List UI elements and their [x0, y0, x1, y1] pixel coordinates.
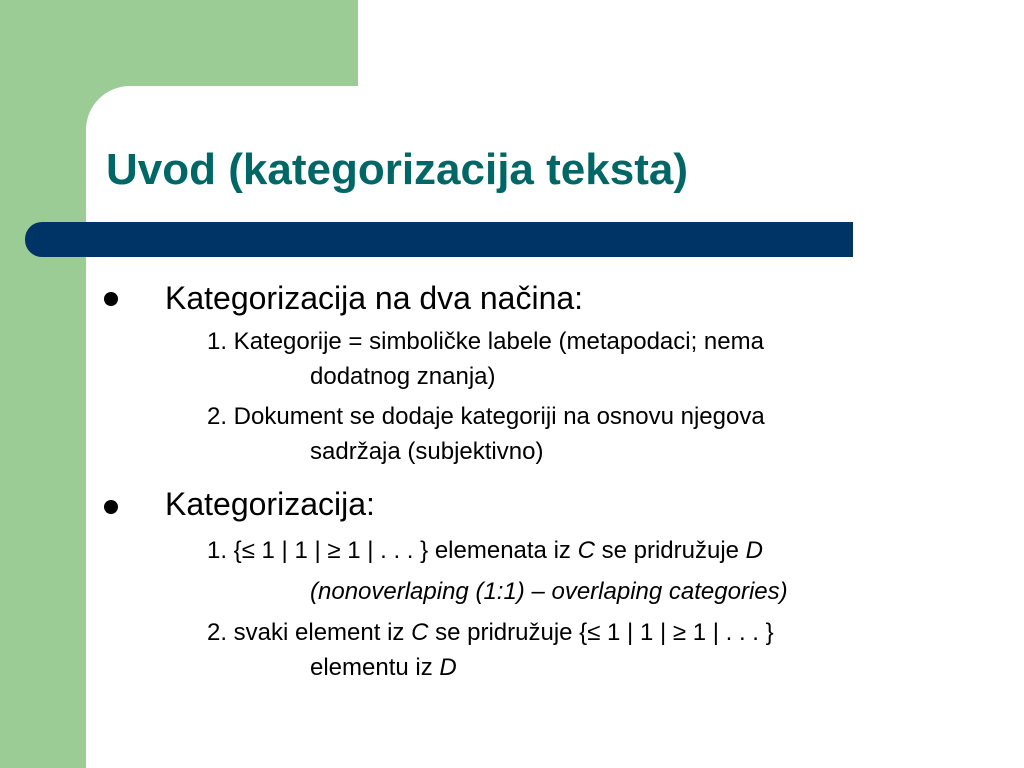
bullet-text: Kategorizacija:	[165, 486, 375, 522]
bullet-dot	[104, 500, 118, 514]
sub-item-line2-text: elementu iz	[310, 654, 440, 681]
sub-item-line1-text: 2. svaki element iz	[207, 619, 412, 646]
sub-item	[207, 399, 765, 469]
sub-item-line1-text: se pridružuje {≤ 1 | 1 | ≥ 1 | . . . }	[428, 619, 774, 646]
sub-item-line2: sadržaja (subjektivno)	[310, 438, 544, 465]
title-underline-bar	[25, 222, 853, 257]
sub-item	[207, 533, 763, 568]
variable-d: D	[745, 537, 764, 564]
bullet-dot	[104, 292, 118, 306]
sub-item	[207, 324, 764, 394]
sub-item-line2	[207, 650, 774, 685]
sub-item-line2: dodatnog znanja)	[310, 363, 496, 390]
sub-item	[207, 615, 774, 685]
sub-item-line2: (nonoverlaping (1:1) – overlaping categories)	[310, 578, 788, 605]
variable-c: C	[411, 619, 429, 646]
sub-item-line1-text: se pridružuje	[594, 537, 746, 564]
variable-c: C	[577, 537, 595, 564]
variable-d: D	[439, 654, 457, 681]
sub-item-line1-text: 1. {≤ 1 | 1 | ≥ 1 | . . . } elemenata iz	[207, 537, 578, 564]
bullet-text: Kategorizacija na dva načina:	[165, 280, 584, 316]
sub-item-line1: 2. Dokument se dodaje kategoriji na osnovu njegova	[207, 403, 765, 430]
slide-title: Uvod (kategorizacija teksta)	[106, 145, 688, 194]
sub-item-line1: 1. Kategorije = simboličke labele (metapodaci; nema	[207, 328, 764, 355]
